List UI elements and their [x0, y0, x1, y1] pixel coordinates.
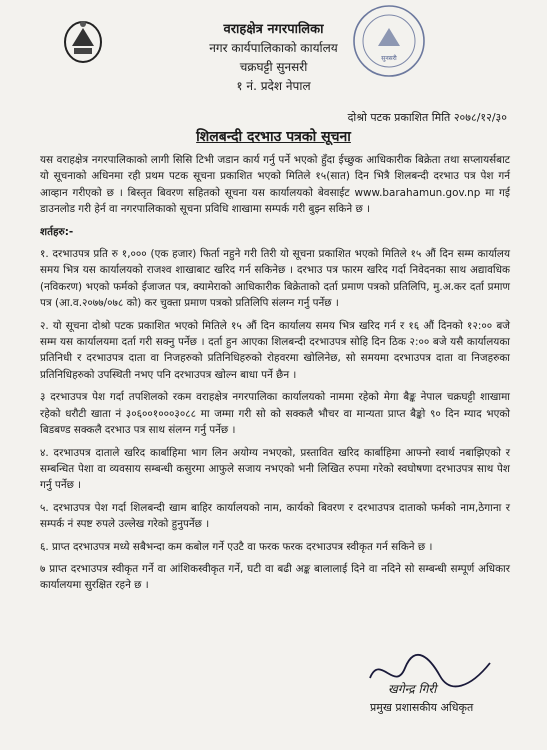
condition-item: १. दरभाउपत्र प्रति रु १,००० (एक हजार) फिर्ता नहुने गरी तिरी यो सूचना प्रकाशित भएको मितिले १५ औं दिन सम्म कार्यालय समय भित्र यस कार्यालयको राजश्व शाखाबाट खरिद गर्न सकिनेछ । दरभाउ पत्र फारम खरिद गर्दा निवेदनका साथ अद्यावधिक (नविकरण) भएको फर्मको ईजाजत पत्र, क्यामेराको आधिकारीक बिक्रेताको दर्ता प्रमाण पत्रको प्रतिलिपि, मु.अ.कर दर्ता प्रमाण पत्र (आ.व.२०७७/०७८ को) कर चुक्ता प्रमाण पत्रको प्रतिलिपि संलग्न गर्नु पर्नेछ ।: [40, 248, 510, 310]
notice-title: शिलबन्दी दरभाउ पत्रको सूचना: [196, 129, 351, 145]
office-province: १ नं. प्रदेश नेपाल: [236, 79, 311, 93]
condition-item: २. यो सूचना दोश्रो पटक प्रकाशित भएको मितिले १५ औं दिन कार्यालय समय भित्र खरिद गर्न र १६ औं दिनको १२:०० बजे सम्म यस कार्यालयमा दर्ता गरी सक्नु पर्नेछ । दर्ता हुन आएका शिलबन्दी दरभाउपत्र सोहि दिन ठिक २:०० बजे यसै कार्यालयका प्रतिनिधी र दरभाउपत्र दाता वा निजहरुको प्रतिनिधिहरुको रोहवरमा खोलिनेछ, सो समयमा दरभाउपत्र दाता वा निजहरुका प्रतिनिधिहरुको उपस्थिती नभए पनि दरभाउपत्र खोल्न बाधा पर्ने छैन ।: [40, 319, 510, 381]
signatory-designation: प्रमुख प्रशासकीय अधिकृत: [370, 701, 474, 714]
letterhead: [0, 20, 547, 96]
conditions-heading: शर्तहरु:-: [40, 225, 74, 238]
condition-item: ३ दरभाउपत्र पेश गर्दा तपशिलको रकम वराहक्षेत्र नगरपालिका कार्यालयको नाममा रहेको मेगा बैङ्क नेपाल चक्रघट्टी शाखामा रहेको धरौटी खाता नं ३०६००१०००३०८८ मा जम्मा गरी सो को सक्कलै भौचर वा मान्यता प्राप्त बैङ्को ९० दिन म्याद भएको बिडबण्ड सक्कलै दरभाउ पत्र साथ संलग्न गर्नु पर्नेछ ।: [40, 391, 510, 437]
publication-date: दोश्रो पटक प्रकाशित मिति २०७८/१२/३०: [347, 111, 507, 124]
stamp-text: सुनसरी: [381, 55, 397, 62]
office-place: चक्रघट्टी सुनसरी: [239, 60, 308, 74]
office-stamp: [350, 2, 428, 80]
office-name: नगर कार्यपालिकाको कार्यालय: [209, 41, 338, 55]
condition-item: ५. दरभाउपत्र पेश गर्दा शिलबन्दी खाम बाहिर कार्यालयको नाम, कार्यको बिवरण र दरभाउपत्र दाताको फर्मको नाम,ठेगाना र सम्पर्क नं स्पष्ट रुपले उल्लेख गरेको हुनुपर्नेछ ।: [40, 501, 510, 531]
notice-body: [40, 152, 510, 600]
intro-paragraph: यस वराहक्षेत्र नगरपालिकाको लागी सिसि टिभी जडान कार्य गर्नु पर्ने भएको हुँदा ईच्छुक आधिकारीक बिक्रेता तथा सप्लायर्सबाट यो सूचनाको अधिनमा रही प्रथम पटक सूचना प्रकाशित भएको मितिले १५(सात) दिन भित्रै शिलबन्दी दरभाउ पत्र पेश गर्न आव्हान गरीएको छ । बिस्तृत बिवरण सहितको सूचना यस कार्यालयको बेवसाईट www.barahamun.gov.np मा गई डाउनलोड गरी हेर्न वा नगरपालिकाको सूचना प्रविधि शाखामा सम्पर्क गरी बुझ्न सकिने छ ।: [40, 154, 510, 216]
org-name: वराहक्षेत्र नगरपालिका: [223, 22, 324, 37]
condition-item: ४. दरभाउपत्र दाताले खरिद कार्बाहिमा भाग लिन अयोग्य नभएको, प्रस्तावित खरिद कार्बाहिमा आफ्नो स्वार्थ नबाझिएको र सम्बन्धित पेशा वा व्यवसाय सम्बन्धी कसुरमा आफुले सजाय नभएको भनी लिखित रुपमा गरेको स्वघोषणा दरभाउपत्र साथ पेश गर्नु पर्नेछ ।: [40, 446, 510, 492]
signatory-name: खगेन्द्र गिरी: [388, 682, 437, 696]
condition-item: ६. प्राप्त दरभाउपत्र मध्ये सबैभन्दा कम कबोल गर्ने एउटै वा फरक फरक दरभाउपत्र स्वीकृत गर्न सकिने छ ।: [40, 540, 433, 553]
condition-item: ७ प्राप्त दरभाउपत्र स्वीकृत गर्ने वा आंशिकस्वीकृत गर्ने, घटी वा बढी अङ्क बालालाई दिने वा नदिने सो सम्बन्धी सम्पूर्ण अधिकार कार्यालयमा सुरक्षित रहने छ ।: [40, 562, 510, 592]
